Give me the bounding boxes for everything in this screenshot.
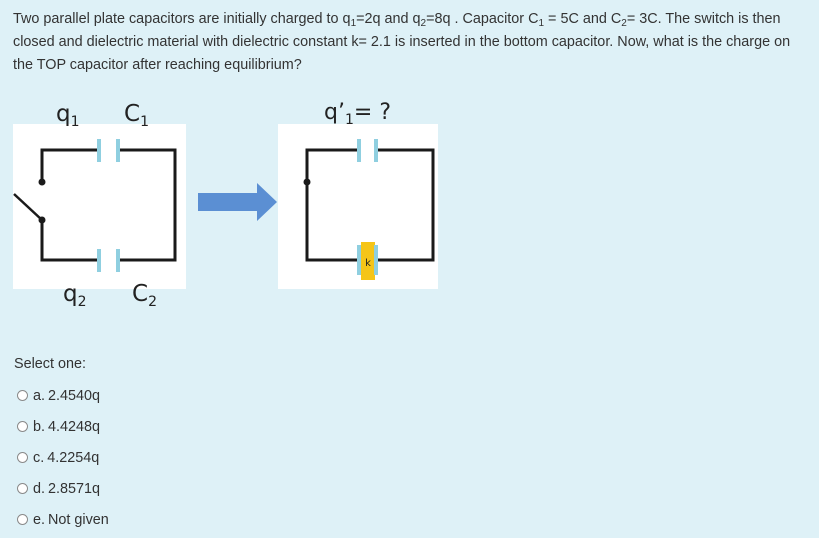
question-part: = 5C and C [544,11,622,27]
answer-option-e[interactable] [17,504,109,535]
option-letter: e. [33,511,46,528]
question-subscript: 1 [350,18,357,29]
top-capacitor-left-plate [357,139,361,162]
top-capacitor-right-plate [374,139,378,162]
switch-top-terminal [39,179,46,186]
q1-label: $q_1$ [56,101,80,130]
circuit-diagram [0,95,819,325]
dielectric-label: k [365,258,371,269]
radio-button[interactable] [17,483,28,494]
question-part: =8q . Capacitor C [426,11,539,27]
radio-button[interactable] [17,514,28,525]
answer-option-a[interactable] [17,380,109,411]
question-subscript: 2 [420,18,427,29]
c1-left-plate [97,139,101,162]
option-text: 2.8571q [48,480,101,497]
option-text: 4.4248q [48,418,101,435]
option-letter: d. [33,480,46,497]
answer-option-b[interactable] [17,411,109,442]
question-part: = 3C. The switch is then closed and dielectric material with dielectric constant k= 2.1 is inserted in the bottom capacitor. Now, what is the charge on the TOP capacitor after reaching equilibrium? [13,11,791,73]
option-letter: a. [33,387,46,404]
circuit-figure [0,95,819,325]
bottom-capacitor-right-plate [374,245,378,275]
transition-arrow-icon [198,183,277,221]
c2-label: $C_2$ [132,281,157,310]
c2-left-plate [97,249,101,272]
radio-button[interactable] [17,452,28,463]
select-one-label: Select one: [14,356,87,372]
target-charge-label: $q’_1=$ ? [324,100,391,128]
c2-right-plate [116,249,120,272]
answer-option-c[interactable] [17,442,109,473]
answer-options [17,380,109,535]
option-text: Not given [48,511,109,528]
radio-button[interactable] [17,390,28,401]
option-text: 4.2254q [47,449,100,466]
option-letter: c. [33,449,45,466]
question-subscript: 2 [621,18,627,29]
answer-option-d[interactable] [17,473,109,504]
c1-right-plate [116,139,120,162]
closed-switch-terminal [304,179,311,186]
question-subscript: 1 [538,18,545,29]
option-letter: b. [33,418,46,435]
q2-label: $q_2$ [63,281,87,310]
question-text [13,8,813,77]
bottom-capacitor-left-plate [357,245,361,275]
question-part: =2q and q [356,11,421,27]
radio-button[interactable] [17,421,28,432]
c1-label: $C_1$ [124,101,149,130]
question-part: Two parallel plate capacitors are initially charged to q [13,11,351,27]
option-text: 2.4540q [48,387,101,404]
